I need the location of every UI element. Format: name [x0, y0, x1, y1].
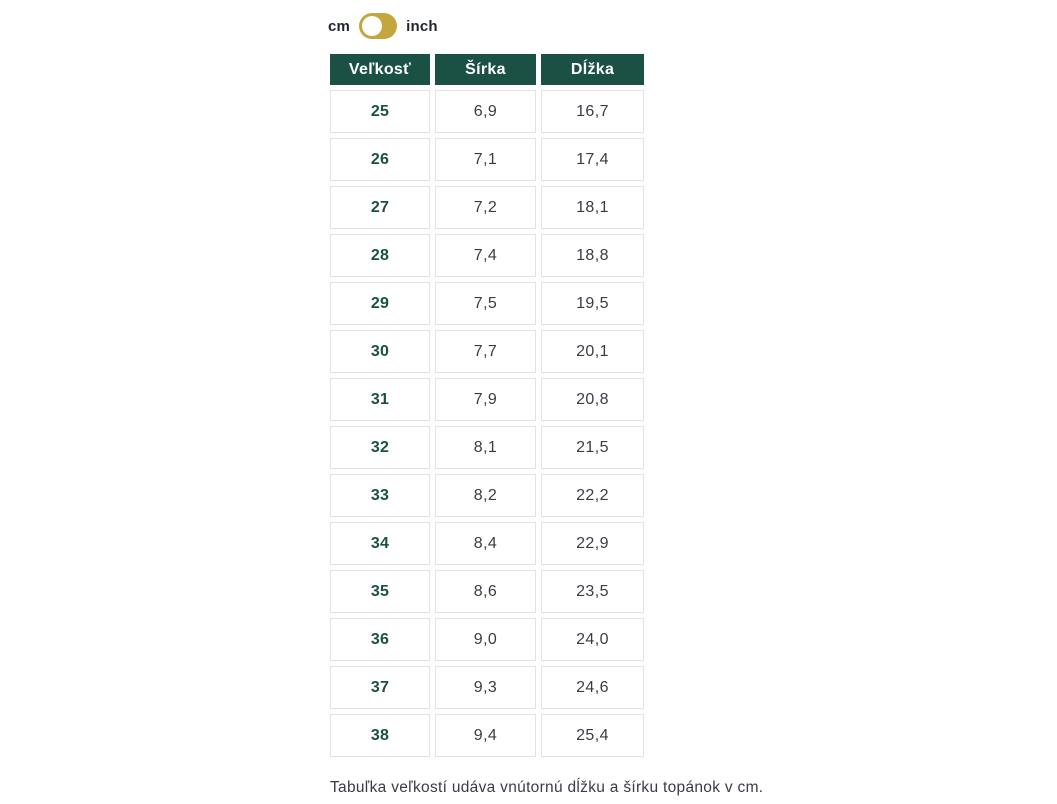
- size-cell: 31: [330, 378, 430, 421]
- width-cell: 8,4: [435, 522, 536, 565]
- length-cell: 21,5: [541, 426, 644, 469]
- length-cell: 16,7: [541, 90, 644, 133]
- size-cell: 30: [330, 330, 430, 373]
- width-cell: 7,9: [435, 378, 536, 421]
- header-width: Šírka: [435, 54, 536, 85]
- size-cell: 26: [330, 138, 430, 181]
- length-cell: 20,8: [541, 378, 644, 421]
- length-cell: 22,2: [541, 474, 644, 517]
- size-chart-note: Tabuľka veľkostí udáva vnútornú dĺžku a šírku topánok v cm.: [330, 779, 764, 796]
- width-cell: 9,3: [435, 666, 536, 709]
- width-cell: 7,7: [435, 330, 536, 373]
- width-cell: 8,2: [435, 474, 536, 517]
- size-cell: 28: [330, 234, 430, 277]
- width-cell: 7,4: [435, 234, 536, 277]
- unit-toggle-row: [328, 12, 763, 40]
- length-cell: 20,1: [541, 330, 644, 373]
- size-cell: 36: [330, 618, 430, 661]
- length-cell: 24,0: [541, 618, 644, 661]
- size-cell: 33: [330, 474, 430, 517]
- size-cell: 34: [330, 522, 430, 565]
- unit-toggle-switch[interactable]: [359, 13, 397, 39]
- length-cell: 18,8: [541, 234, 644, 277]
- size-cell: 27: [330, 186, 430, 229]
- width-cell: 7,1: [435, 138, 536, 181]
- toggle-knob: [362, 16, 382, 36]
- width-cell: 9,0: [435, 618, 536, 661]
- width-cell: 8,6: [435, 570, 536, 613]
- length-cell: 18,1: [541, 186, 644, 229]
- size-chart-panel: [330, 12, 763, 797]
- width-cell: 6,9: [435, 90, 536, 133]
- length-cell: 25,4: [541, 714, 644, 757]
- size-cell: 37: [330, 666, 430, 709]
- size-cell: 38: [330, 714, 430, 757]
- width-cell: 7,2: [435, 186, 536, 229]
- size-cell: 32: [330, 426, 430, 469]
- header-size: Veľkosť: [330, 54, 430, 85]
- length-cell: 24,6: [541, 666, 644, 709]
- header-length: Dĺžka: [541, 54, 644, 85]
- length-cell: 23,5: [541, 570, 644, 613]
- length-cell: 17,4: [541, 138, 644, 181]
- size-cell: 25: [330, 90, 430, 133]
- width-cell: 8,1: [435, 426, 536, 469]
- size-table: [330, 54, 644, 757]
- size-cell: 35: [330, 570, 430, 613]
- unit-label-cm[interactable]: cm: [328, 17, 351, 35]
- unit-label-inch[interactable]: inch: [406, 17, 438, 35]
- width-cell: 9,4: [435, 714, 536, 757]
- length-cell: 22,9: [541, 522, 644, 565]
- size-cell: 29: [330, 282, 430, 325]
- width-cell: 7,5: [435, 282, 536, 325]
- length-cell: 19,5: [541, 282, 644, 325]
